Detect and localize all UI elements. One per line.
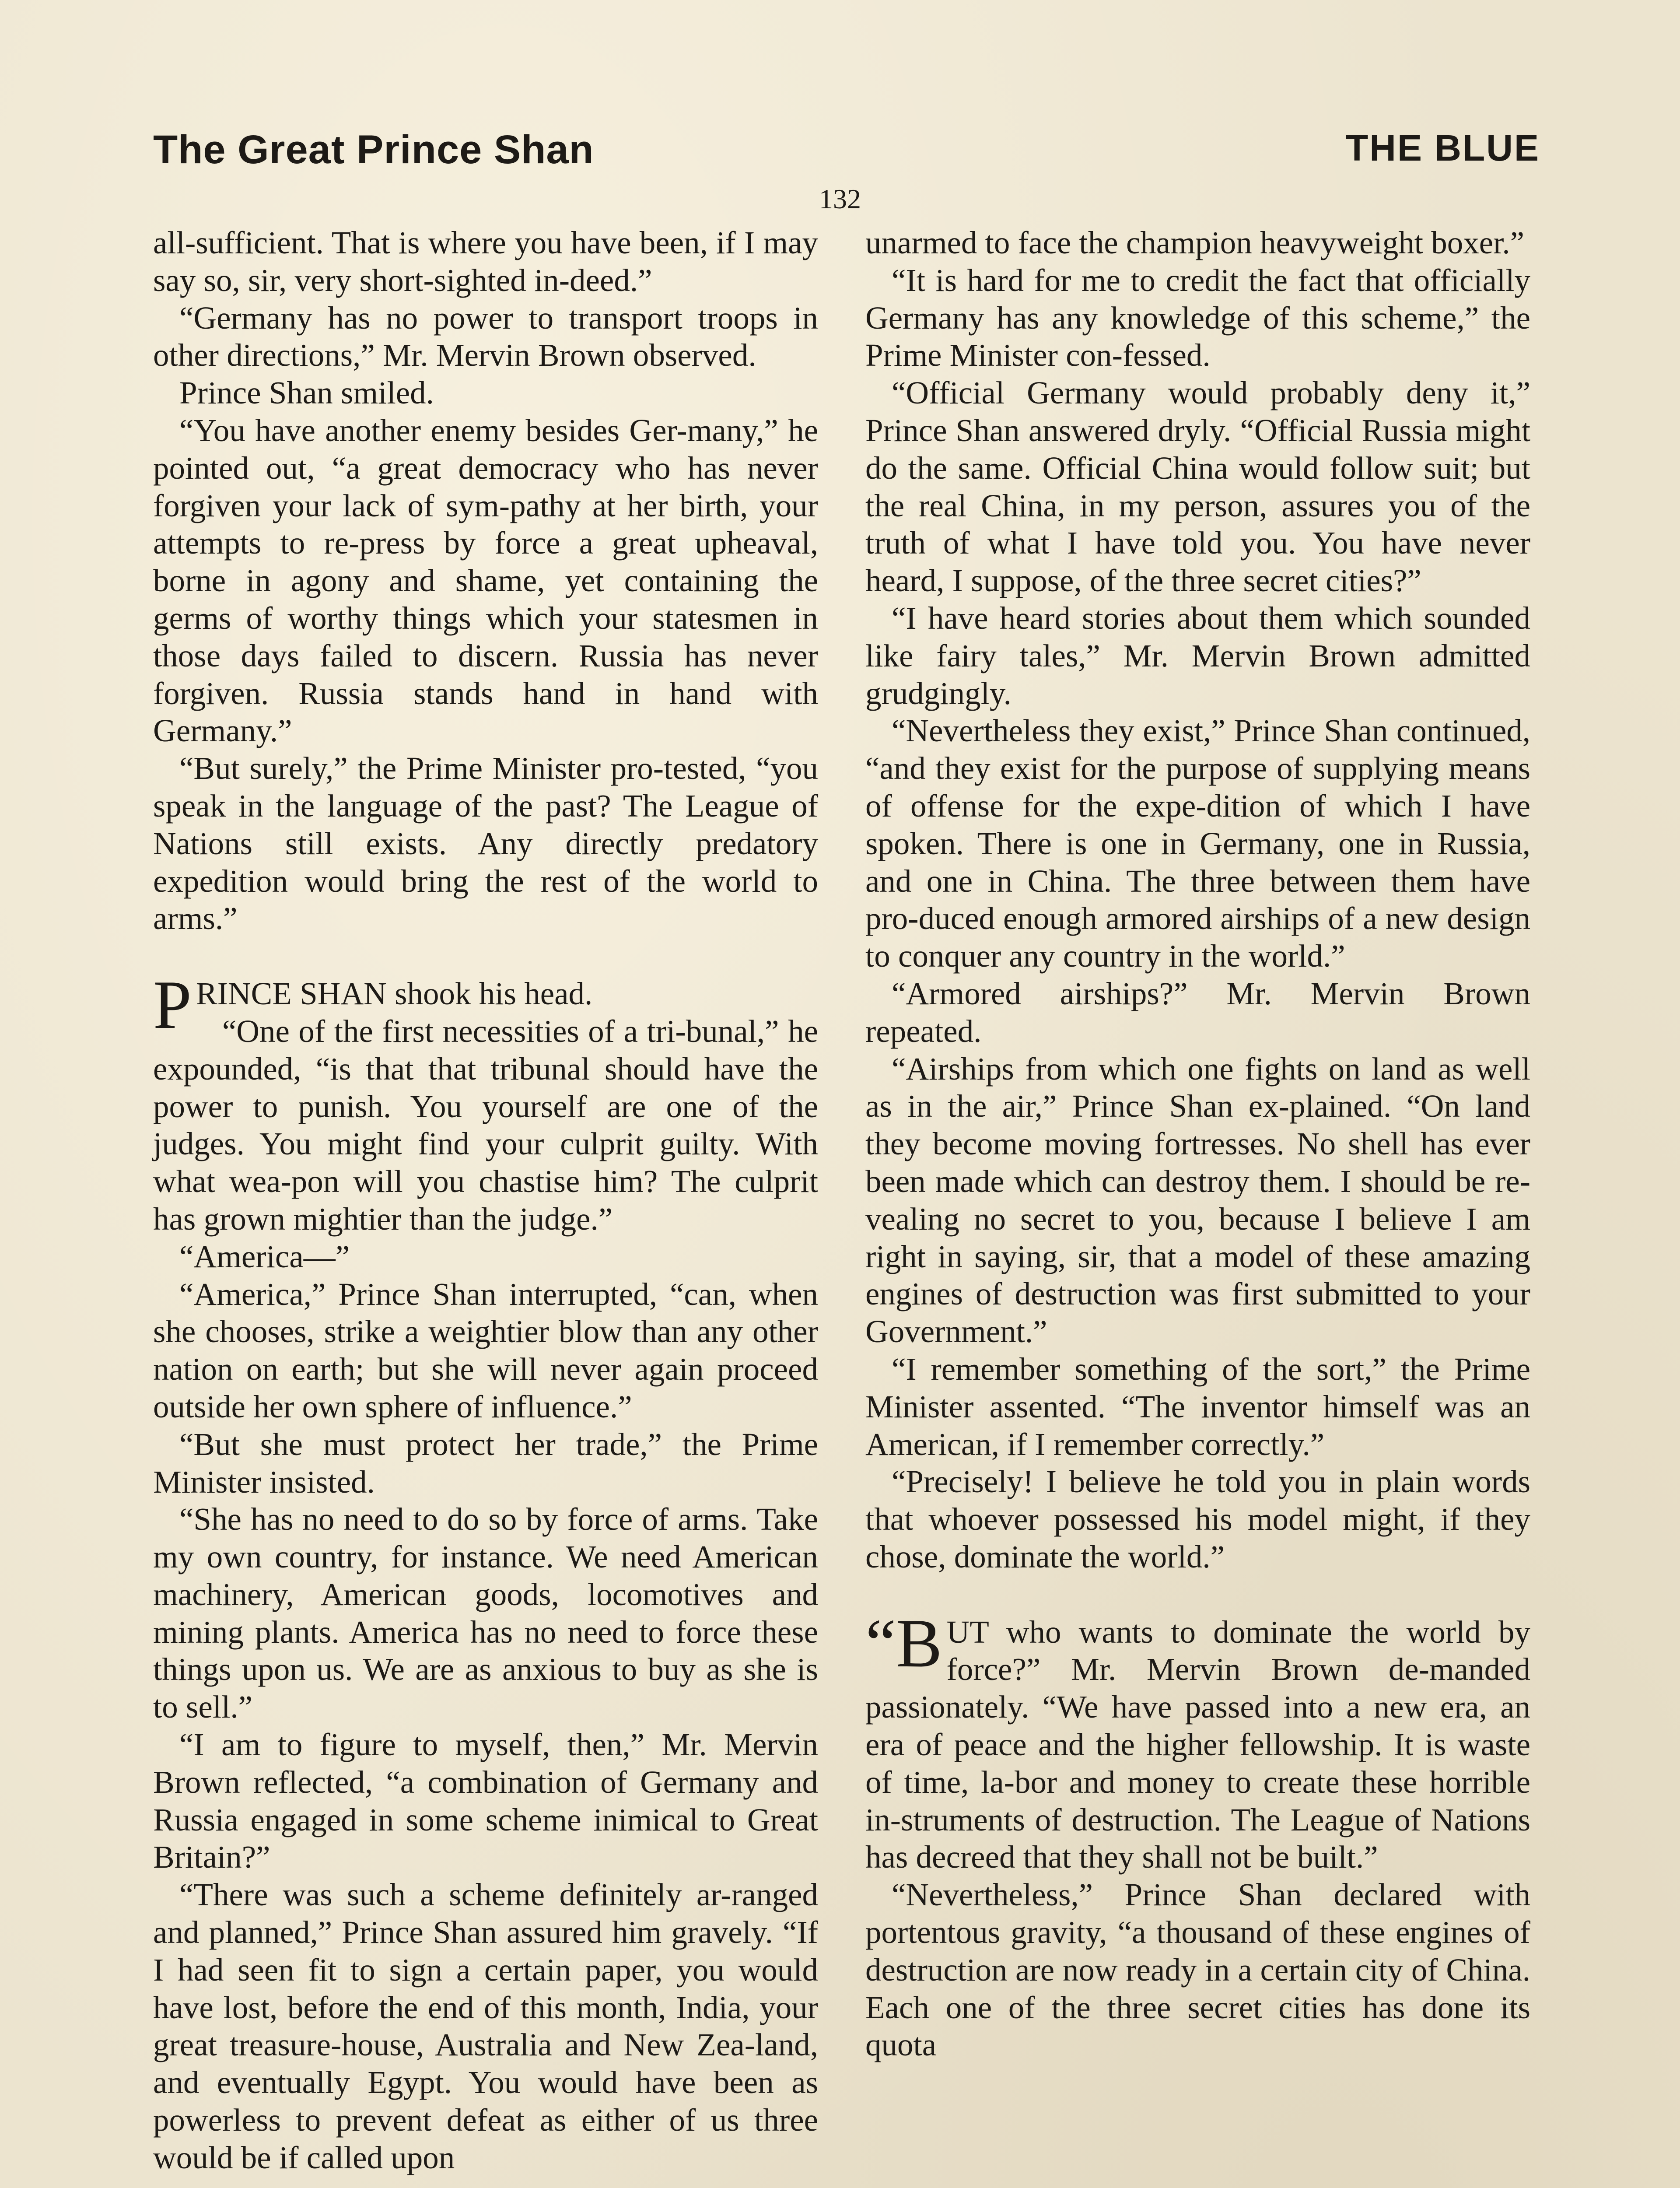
paragraph: “Germany has no power to transport troops in other directions,” Mr. Mervin Brown observed. [153,300,818,373]
right-column [865,224,1530,2064]
paragraph: “Armored airships?” Mr. Mervin Brown repeated. [865,975,1530,1049]
section-start-paragraph [153,967,818,1044]
paragraph: “America,” Prince Shan interrupted, “can, when she chooses, strike a weightier blow than any other nation on earth; but she will never again proceed outside her own sphere of influence.” [153,1276,818,1424]
paragraph: “I am to figure to myself, then,” Mr. Mervin Brown reflected, “a combination of Germany and Russia engaged in some scheme inimical to Great Britain?” [153,1727,818,1875]
paragraph: “She has no need to do so by force of arms. Take my own country, for instance. We need American machinery, American goods, locomotives and mining plants. America has no need to force these things upon us. We are as anxious to buy as she is to sell.” [153,1501,818,1725]
paragraph: “One of the first necessities of a tri-bunal,” he expounded, “is that that tribunal should have the power to punish. You yourself are one of the judges. You might find your culprit guilty. With what wea-pon will you chastise him? The culprit has grown mightier than the judge.” [153,1013,818,1237]
paragraph: Prince Shan smiled. [179,375,434,411]
paragraph: “I remember something of the sort,” the Prime Minister assented. “The inventor himself was an American, if I remember correctly.” [865,1351,1530,1462]
paragraph: unarmed to face the champion heavyweight boxer.” [865,225,1525,260]
drop-cap [865,1605,942,1682]
paragraph: “But she must protect her trade,” the Prime Minister insisted. [153,1426,818,1500]
paragraph: “It is hard for me to credit the fact that officially Germany has any knowledge of this scheme,” the Prime Minister con-fessed. [865,262,1530,373]
paragraph: “Official Germany would probably deny it,” Prince Shan answered dryly. “Official Russia might do the same. Official China would follow suit; but the real China, in my person, assures you of the truth of what I have told you. You have never heard, I suppose, of the three secret cities?” [865,375,1530,599]
drop-cap-letter: B [896,1605,942,1682]
paragraph-text: RINCE SHAN shook his head. [196,976,593,1012]
opening-quote: “ [865,1605,896,1682]
paragraph: “I have heard stories about them which sounded like fairy tales,” Mr. Mervin Brown admitted grudgingly. [865,600,1530,711]
paragraph: “Precisely! I believe he told you in plain words that whoever possessed his model might, if they chose, dominate the world.” [865,1464,1530,1574]
paragraph: all-sufficient. That is where you have been, if I may say so, sir, very short-sighted in-deed.” [153,225,818,298]
paragraph: “Nevertheless,” Prince Shan declared with portentous gravity, “a thousand of these engines of destruction are now ready in a certain city of China. Each one of the three secret cities has done its quota [865,1877,1530,2063]
story-title: The Great Prince Shan [153,127,594,172]
paragraph: “Airships from which one fights on land as well as in the air,” Prince Shan ex-plained. “On land they become moving fortresses. No shell has ever been made which can destroy them. I should be re-vealing no secret to you, because I believe I am right in saying, sir, that a model of these amazing engines of destruction was first submitted to your Government.” [865,1051,1530,1350]
page-number: 132 [819,183,861,214]
paragraph-text: UT who wants to dominate the world by force?” Mr. Mervin Brown de-manded passionately. “We have passed into a new era, an era of peace and the higher fellowship. It is waste of time, la-bor and money to create these horrible in-struments of destruction. The League of Nations has decreed that they shall not be built.” [865,1614,1530,1875]
paragraph: “But surely,” the Prime Minister pro-tested, “you speak in the language of the past? The League of Nations still exists. Any directly predatory expedition would bring the rest of the world to arms.” [153,750,818,936]
magazine-title: THE BLUE [1346,127,1540,168]
paragraph: “You have another enemy besides Ger-many,” he pointed out, “a great democracy who has never forgiven your lack of sym-pathy at her birth, your attempts to re-press by force a great upheaval, borne in agony and shame, yet containing the germs of worthy things which your statesmen in those days failed to discern. Russia has never forgiven. Russia stands hand in hand with Germany.” [153,412,818,749]
paragraph: “There was such a scheme definitely ar-ranged and planned,” Prince Shan assured him gravely. “If I had seen fit to sign a certain paper, you would have lost, before the end of this month, India, your great treasure-house, Australia and New Zea-land, and eventually Egypt. You would have been as powerless to prevent defeat as either of us three would be if called upon [153,1877,818,2175]
section-start-paragraph [865,1605,1530,1876]
paragraph: “America—” [179,1238,350,1274]
drop-cap: P [153,967,192,1044]
left-column [153,224,818,2177]
paragraph: “Nevertheless they exist,” Prince Shan continued, “and they exist for the purpose of supplying means of offense for the expe-dition of which I have spoken. There is one in Germany, one in Russia, and one in China. The three between them have pro-duced enough armored airships of a new design to conquer any country in the world.” [865,713,1530,974]
